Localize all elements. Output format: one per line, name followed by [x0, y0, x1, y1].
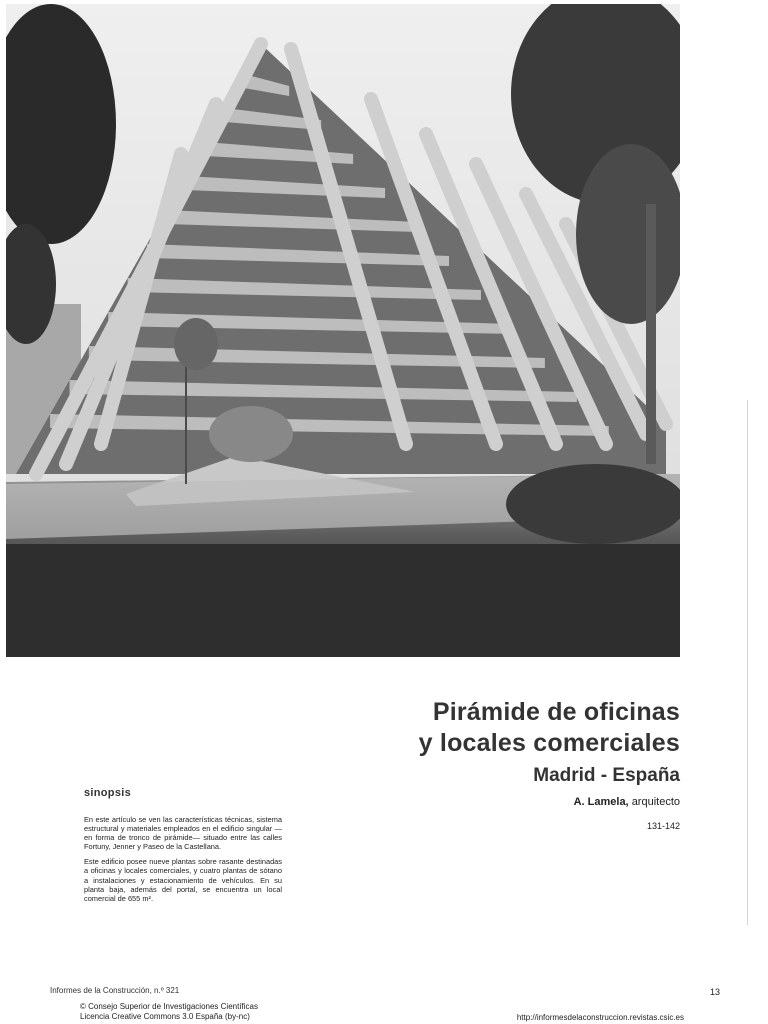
sinopsis-paragraph-1: En este artículo se ven las características técnicas, sistema estructural y materiales empleados en el edificio singular —en forma de tronco de pirámide— situado entre las calles Fortuny, Jenner y Paseo de la Castellana. — [84, 815, 282, 852]
building-photo — [6, 4, 680, 657]
author-name: A. Lamela, — [573, 796, 629, 808]
article-title-line1: Pirámide de oficinas — [432, 698, 680, 726]
pyramid-building-illustration — [6, 4, 680, 657]
sinopsis-heading: sinopsis — [84, 787, 132, 799]
sinopsis-body — [84, 815, 282, 909]
footer-copyright — [80, 1002, 258, 1022]
page-number: 13 — [709, 987, 720, 997]
copyright-line2: Licencia Creative Commons 3.0 España (by-nc) — [80, 1012, 250, 1021]
page-edge-line — [747, 400, 748, 925]
footer-journal: Informes de la Construcción, n.º 321 — [50, 986, 180, 995]
copyright-line1: © Consejo Superior de Investigaciones Científicas — [80, 1002, 258, 1011]
page-range: 131-142 — [646, 821, 680, 831]
article-title-block — [419, 697, 680, 831]
sinopsis-paragraph-2: Este edificio posee nueve plantas sobre rasante destinadas a oficinas y locales comerciales, y cuatro plantas de sótano a instalaciones y estacionamiento de vehículos. En su planta baja, además del portal, se encuentra un local comercial de 655 m². — [84, 857, 282, 903]
article-author — [419, 796, 680, 808]
article-title-line2: y locales comerciales — [418, 729, 680, 757]
author-role: arquitecto — [631, 796, 680, 808]
footer-url: http://informesdelaconstruccion.revistas.csic.es — [516, 1013, 684, 1022]
article-location: Madrid - España — [533, 765, 680, 786]
